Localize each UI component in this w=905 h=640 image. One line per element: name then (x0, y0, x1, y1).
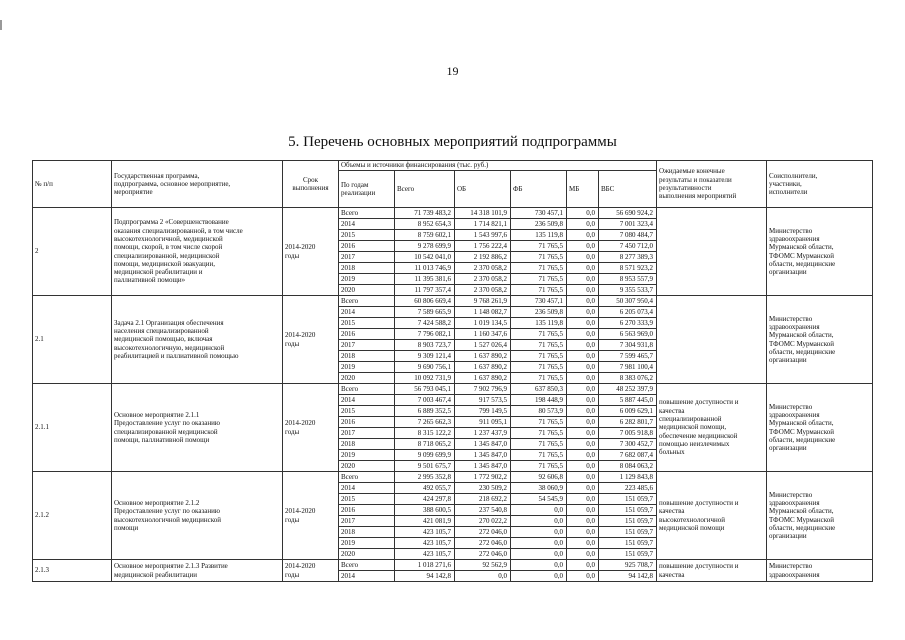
table-row (33, 472, 873, 483)
amount-cell: 135 119,8 (511, 230, 567, 241)
year-cell: Всего (339, 560, 395, 571)
amount-cell: 0,0 (567, 538, 599, 549)
amount-cell: 0,0 (567, 505, 599, 516)
amount-cell: 151 059,7 (599, 527, 657, 538)
table-row (33, 296, 873, 307)
year-cell: 2015 (339, 230, 395, 241)
amount-cell: 56 793 045,1 (395, 384, 455, 395)
amount-cell: 71 765,5 (511, 439, 567, 450)
amount-cell: 0,0 (567, 472, 599, 483)
header-by-year: По годам реализации (339, 171, 395, 208)
year-cell: 2020 (339, 373, 395, 384)
amount-cell: 799 149,5 (455, 406, 511, 417)
amount-cell: 0,0 (567, 373, 599, 384)
activity-term: 2014-2020 годы (283, 560, 339, 582)
header-num: № п/п (33, 161, 112, 208)
amount-cell: 272 046,0 (455, 549, 511, 560)
amount-cell: 1 160 347,6 (455, 329, 511, 340)
amount-cell: 71 765,5 (511, 329, 567, 340)
amount-cell: 71 765,5 (511, 340, 567, 351)
table-row (33, 208, 873, 219)
amount-cell: 8 315 122,2 (395, 428, 455, 439)
activity-term: 2014-2020 годы (283, 472, 339, 560)
amount-cell: 8 718 065,2 (395, 439, 455, 450)
amount-cell: 6 282 801,7 (599, 417, 657, 428)
amount-cell: 7 003 467,4 (395, 395, 455, 406)
amount-cell: 0,0 (511, 516, 567, 527)
header-mb: МБ (567, 171, 599, 208)
year-cell: Всего (339, 472, 395, 483)
activity-executors: Министерство здравоохранения Мурманской области, ТФОМС Мурманской области, медицинские организации (767, 208, 873, 296)
amount-cell: 0,0 (511, 527, 567, 538)
amount-cell: 9 501 675,7 (395, 461, 455, 472)
amount-cell: 1 018 271,6 (395, 560, 455, 571)
amount-cell: 9 690 756,1 (395, 362, 455, 373)
amount-cell: 2 370 058,2 (455, 274, 511, 285)
amount-cell: 7 589 665,9 (395, 307, 455, 318)
amount-cell: 0,0 (567, 384, 599, 395)
amount-cell: 71 765,5 (511, 461, 567, 472)
amount-cell: 0,0 (567, 252, 599, 263)
amount-cell: 71 765,5 (511, 263, 567, 274)
amount-cell: 71 765,5 (511, 450, 567, 461)
activity-executors: Министерство здравоохранения Мурманской области, ТФОМС Мурманской области, медицинские организации (767, 472, 873, 560)
amount-cell: 6 270 333,9 (599, 318, 657, 329)
amount-cell: 1 772 902,2 (455, 472, 511, 483)
amount-cell: 0,0 (567, 263, 599, 274)
amount-cell: 2 370 058,2 (455, 263, 511, 274)
amount-cell: 151 059,7 (599, 505, 657, 516)
year-cell: 2019 (339, 450, 395, 461)
amount-cell: 236 509,8 (511, 307, 567, 318)
table-header-row (33, 161, 873, 171)
amount-cell: 8 953 557,9 (599, 274, 657, 285)
amount-cell: 223 485,6 (599, 483, 657, 494)
year-cell: 2017 (339, 340, 395, 351)
amount-cell: 10 092 731,9 (395, 373, 455, 384)
amount-cell: 6 009 629,1 (599, 406, 657, 417)
amount-cell: 270 022,2 (455, 516, 511, 527)
year-cell: 2016 (339, 241, 395, 252)
amount-cell: 135 119,8 (511, 318, 567, 329)
amount-cell: 2 995 352,8 (395, 472, 455, 483)
amount-cell: 0,0 (567, 395, 599, 406)
year-cell: 2019 (339, 538, 395, 549)
amount-cell: 48 252 397,9 (599, 384, 657, 395)
activity-results: повышение доступности и качества (657, 560, 767, 582)
activities-table (32, 160, 873, 582)
year-cell: 2014 (339, 307, 395, 318)
amount-cell: 492 055,7 (395, 483, 455, 494)
amount-cell: 11 013 746,9 (395, 263, 455, 274)
amount-cell: 54 545,9 (511, 494, 567, 505)
amount-cell: 8 383 076,2 (599, 373, 657, 384)
amount-cell: 1 714 821,1 (455, 219, 511, 230)
amount-cell: 9 309 121,4 (395, 351, 455, 362)
year-cell: 2019 (339, 274, 395, 285)
amount-cell: 71 765,5 (511, 362, 567, 373)
amount-cell: 1 527 026,4 (455, 340, 511, 351)
amount-cell: 7 682 087,4 (599, 450, 657, 461)
amount-cell: 7 424 588,2 (395, 318, 455, 329)
year-cell: 2016 (339, 505, 395, 516)
amount-cell: 1 637 890,2 (455, 351, 511, 362)
amount-cell: 423 105,7 (395, 538, 455, 549)
amount-cell: 7 304 931,8 (599, 340, 657, 351)
amount-cell: 94 142,8 (599, 571, 657, 582)
amount-cell: 925 708,7 (599, 560, 657, 571)
amount-cell: 730 457,1 (511, 208, 567, 219)
year-cell: 2014 (339, 483, 395, 494)
amount-cell: 56 690 924,2 (599, 208, 657, 219)
amount-cell: 151 059,7 (599, 549, 657, 560)
year-cell: Всего (339, 384, 395, 395)
amount-cell: 8 903 723,7 (395, 340, 455, 351)
header-vbs: ВБС (599, 171, 657, 208)
amount-cell: 0,0 (567, 274, 599, 285)
amount-cell: 272 046,0 (455, 527, 511, 538)
year-cell: 2018 (339, 527, 395, 538)
year-cell: 2017 (339, 428, 395, 439)
amount-cell: 0,0 (567, 340, 599, 351)
amount-cell: 0,0 (567, 362, 599, 373)
activity-name: Подпрограмма 2 «Совершенствование оказания специализированной, в том числе высокотехнологичной, медицинской помощи, скорой, в том числе скорой специализированной, медицинской помощи, медицинской эвакуации, медицинской реабилитации и паллиативной помощи» (112, 208, 283, 296)
amount-cell: 9 278 699,9 (395, 241, 455, 252)
amount-cell: 1 345 847,0 (455, 450, 511, 461)
activity-number: 2.1.2 (33, 472, 112, 560)
amount-cell: 1 148 082,7 (455, 307, 511, 318)
amount-cell: 0,0 (567, 219, 599, 230)
amount-cell: 236 509,8 (511, 219, 567, 230)
year-cell: 2014 (339, 395, 395, 406)
amount-cell: 0,0 (567, 549, 599, 560)
year-cell: Всего (339, 296, 395, 307)
amount-cell: 8 277 389,3 (599, 252, 657, 263)
activity-executors: Министерство здравоохранения Мурманской области, ТФОМС Мурманской области, медицинские организации (767, 384, 873, 472)
amount-cell: 8 084 063,2 (599, 461, 657, 472)
amount-cell: 2 370 058,2 (455, 285, 511, 296)
amount-cell: 6 889 352,5 (395, 406, 455, 417)
amount-cell: 11 797 357,4 (395, 285, 455, 296)
amount-cell: 0,0 (567, 560, 599, 571)
year-cell: 2016 (339, 417, 395, 428)
activity-name: Задача 2.1 Организация обеспечения населения специализированной медицинской помощью, включая высокотехнологичную, медицинской реабилитацией и паллиативной помощью (112, 296, 283, 384)
amount-cell: 0,0 (567, 351, 599, 362)
amount-cell: 0,0 (511, 538, 567, 549)
amount-cell: 0,0 (567, 230, 599, 241)
amount-cell: 0,0 (567, 241, 599, 252)
activity-number: 2.1 (33, 296, 112, 384)
year-cell: 2014 (339, 219, 395, 230)
amount-cell: 9 768 261,9 (455, 296, 511, 307)
header-name: Государственная программа, подпрограмма, основное мероприятие, мероприятие (112, 161, 283, 208)
header-funding-group: Объемы и источники финансирования (тыс. руб.) (339, 161, 657, 171)
amount-cell: 911 095,1 (455, 417, 511, 428)
header-results: Ожидаемые конечные результаты и показатели результативности выполнения мероприятий (657, 161, 767, 208)
amount-cell: 0,0 (567, 417, 599, 428)
year-cell: 2019 (339, 362, 395, 373)
year-cell: 2015 (339, 318, 395, 329)
amount-cell: 637 850,3 (511, 384, 567, 395)
amount-cell: 272 046,0 (455, 538, 511, 549)
amount-cell: 5 887 445,0 (599, 395, 657, 406)
activity-name: Основное мероприятие 2.1.2 Предоставление услуг по оказанию высокотехнологичной медицинской помощи (112, 472, 283, 560)
amount-cell: 423 105,7 (395, 527, 455, 538)
amount-cell: 1 345 847,0 (455, 439, 511, 450)
amount-cell: 730 457,1 (511, 296, 567, 307)
amount-cell: 0,0 (567, 494, 599, 505)
year-cell: 2017 (339, 252, 395, 263)
amount-cell: 7 902 796,9 (455, 384, 511, 395)
activity-number: 2 (33, 208, 112, 296)
amount-cell: 1 637 890,2 (455, 362, 511, 373)
amount-cell: 71 739 483,2 (395, 208, 455, 219)
amount-cell: 71 765,5 (511, 373, 567, 384)
amount-cell: 0,0 (455, 571, 511, 582)
amount-cell: 0,0 (511, 549, 567, 560)
amount-cell: 0,0 (511, 571, 567, 582)
amount-cell: 6 205 073,4 (599, 307, 657, 318)
amount-cell: 0,0 (567, 439, 599, 450)
amount-cell: 1 637 890,2 (455, 373, 511, 384)
amount-cell: 0,0 (567, 461, 599, 472)
amount-cell: 388 600,5 (395, 505, 455, 516)
activity-term: 2014-2020 годы (283, 208, 339, 296)
header-fb: ФБ (511, 171, 567, 208)
amount-cell: 0,0 (567, 285, 599, 296)
amount-cell: 151 059,7 (599, 494, 657, 505)
amount-cell: 6 563 969,0 (599, 329, 657, 340)
amount-cell: 7 005 918,8 (599, 428, 657, 439)
amount-cell: 7 450 712,0 (599, 241, 657, 252)
amount-cell: 0,0 (567, 296, 599, 307)
amount-cell: 0,0 (567, 428, 599, 439)
table-body (33, 208, 873, 582)
activity-results (657, 296, 767, 384)
amount-cell: 71 765,5 (511, 285, 567, 296)
amount-cell: 1 543 997,6 (455, 230, 511, 241)
activity-name: Основное мероприятие 2.1.3 Развитие медицинской реабилитации (112, 560, 283, 582)
amount-cell: 11 395 381,6 (395, 274, 455, 285)
header-total: Всего (395, 171, 455, 208)
amount-cell: 71 765,5 (511, 417, 567, 428)
activity-executors: Министерство здравоохранения Мурманской области, ТФОМС Мурманской области, медицинские организации (767, 296, 873, 384)
activity-executors: Министерство здравоохранения (767, 560, 873, 582)
table-row (33, 384, 873, 395)
year-cell: 2017 (339, 516, 395, 527)
year-cell: 2018 (339, 263, 395, 274)
amount-cell: 71 765,5 (511, 252, 567, 263)
year-cell: 2020 (339, 285, 395, 296)
amount-cell: 0,0 (567, 307, 599, 318)
year-cell: Всего (339, 208, 395, 219)
amount-cell: 8 952 654,3 (395, 219, 455, 230)
amount-cell: 71 765,5 (511, 351, 567, 362)
amount-cell: 7 300 452,7 (599, 439, 657, 450)
amount-cell: 1 019 134,5 (455, 318, 511, 329)
table-row (33, 560, 873, 571)
amount-cell: 0,0 (567, 516, 599, 527)
amount-cell: 0,0 (511, 560, 567, 571)
amount-cell: 94 142,8 (395, 571, 455, 582)
amount-cell: 0,0 (511, 505, 567, 516)
amount-cell: 237 540,8 (455, 505, 511, 516)
amount-cell: 0,0 (567, 406, 599, 417)
amount-cell: 7 080 484,7 (599, 230, 657, 241)
amount-cell: 9 355 533,7 (599, 285, 657, 296)
amount-cell: 218 692,2 (455, 494, 511, 505)
scan-edge-mark (0, 20, 2, 30)
amount-cell: 2 192 886,2 (455, 252, 511, 263)
activity-results (657, 208, 767, 296)
amount-cell: 92 562,9 (455, 560, 511, 571)
amount-cell: 38 060,9 (511, 483, 567, 494)
amount-cell: 8 571 923,2 (599, 263, 657, 274)
amount-cell: 1 756 222,4 (455, 241, 511, 252)
activity-term: 2014-2020 годы (283, 296, 339, 384)
amount-cell: 7 796 082,1 (395, 329, 455, 340)
amount-cell: 0,0 (567, 329, 599, 340)
year-cell: 2020 (339, 461, 395, 472)
amount-cell: 230 509,2 (455, 483, 511, 494)
amount-cell: 423 105,7 (395, 549, 455, 560)
amount-cell: 9 099 699,9 (395, 450, 455, 461)
amount-cell: 71 765,5 (511, 241, 567, 252)
amount-cell: 0,0 (567, 527, 599, 538)
document-title: 5. Перечень основных мероприятий подпрограммы (288, 134, 617, 150)
amount-cell: 0,0 (567, 318, 599, 329)
amount-cell: 50 307 950,4 (599, 296, 657, 307)
amount-cell: 7 001 323,4 (599, 219, 657, 230)
amount-cell: 71 765,5 (511, 274, 567, 285)
amount-cell: 71 765,5 (511, 428, 567, 439)
amount-cell: 8 759 602,1 (395, 230, 455, 241)
year-cell: 2015 (339, 406, 395, 417)
header-term: Срок выполнения (283, 161, 339, 208)
amount-cell: 151 059,7 (599, 538, 657, 549)
activity-results: повышение доступности и качества высокотехнологичной медицинской помощи (657, 472, 767, 560)
amount-cell: 0,0 (567, 450, 599, 461)
amount-cell: 7 981 100,4 (599, 362, 657, 373)
amount-cell: 1 345 847,0 (455, 461, 511, 472)
amount-cell: 198 448,9 (511, 395, 567, 406)
amount-cell: 92 606,8 (511, 472, 567, 483)
activity-term: 2014-2020 годы (283, 384, 339, 472)
activity-results: повышение доступности и качества специализированной медицинской помощи, обеспечение медицинской помощью неизлечимых больных (657, 384, 767, 472)
activity-number: 2.1.3 (33, 560, 112, 582)
amount-cell: 10 542 041,0 (395, 252, 455, 263)
amount-cell: 80 573,9 (511, 406, 567, 417)
year-cell: 2014 (339, 571, 395, 582)
amount-cell: 421 081,9 (395, 516, 455, 527)
amount-cell: 151 059,7 (599, 516, 657, 527)
year-cell: 2018 (339, 351, 395, 362)
amount-cell: 60 806 669,4 (395, 296, 455, 307)
year-cell: 2020 (339, 549, 395, 560)
amount-cell: 917 573,5 (455, 395, 511, 406)
page-number: 19 (446, 64, 459, 78)
amount-cell: 0,0 (567, 208, 599, 219)
amount-cell: 1 237 437,9 (455, 428, 511, 439)
year-cell: 2016 (339, 329, 395, 340)
activity-name: Основное мероприятие 2.1.1 Предоставление услуг по оказанию специализированной медицинской помощи, паллиативной помощи (112, 384, 283, 472)
year-cell: 2015 (339, 494, 395, 505)
amount-cell: 424 297,8 (395, 494, 455, 505)
amount-cell: 1 129 843,8 (599, 472, 657, 483)
amount-cell: 0,0 (567, 571, 599, 582)
header-executors: Соисполнители, участники, исполнители (767, 161, 873, 208)
amount-cell: 0,0 (567, 483, 599, 494)
amount-cell: 7 265 662,3 (395, 417, 455, 428)
activity-number: 2.1.1 (33, 384, 112, 472)
header-ob: ОБ (455, 171, 511, 208)
amount-cell: 14 318 101,9 (455, 208, 511, 219)
year-cell: 2018 (339, 439, 395, 450)
amount-cell: 7 599 465,7 (599, 351, 657, 362)
